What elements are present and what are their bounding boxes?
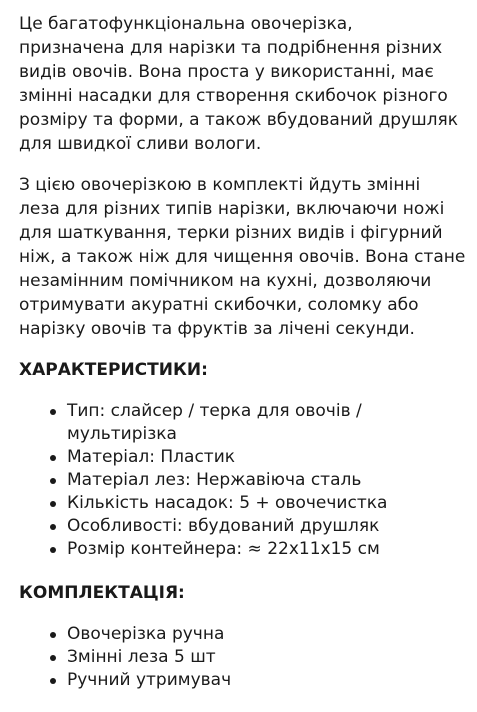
text-line: Овочерізка ручна <box>67 624 225 644</box>
kit-paragraph <box>19 173 469 341</box>
text-line: отримувати акуратні скибочки, соломку або <box>19 295 419 315</box>
text-line: Особливості: вбудований друшляк <box>67 516 380 536</box>
text-line: леза для різних типів нарізки, включаючи ножі <box>19 199 445 219</box>
intro-paragraph <box>19 12 469 156</box>
text-line: Це багатофункціональна овочерізка, <box>19 14 353 34</box>
text-line: Змінні леза 5 шт <box>67 647 216 667</box>
list-item <box>50 646 469 669</box>
text-line: змінні насадки для створення скибочок різного <box>19 86 448 106</box>
text-line: Розмір контейнера: ≈ 22x11x15 см <box>67 539 380 559</box>
text-line: незамінним помічником на кухні, дозволяючи <box>19 271 432 291</box>
text-line: ніж, а також ніж для чищення овочів. Вона стане <box>19 247 466 267</box>
product-description <box>19 12 469 712</box>
text-line: розміру та форми, а також вбудований друшляк <box>19 110 458 130</box>
text-line: Кількість насадок: 5 + овочечистка <box>67 493 388 513</box>
text-line: Матеріал: Пластик <box>67 447 236 467</box>
text-line: Матеріал лез: Нержавіюча сталь <box>67 470 362 490</box>
text-line: Ручний утримувач <box>67 670 232 690</box>
text-line: для шаткування, терки різних видів і фігурний <box>19 223 443 243</box>
list-item <box>50 669 469 692</box>
list-item <box>50 469 469 492</box>
kit-list <box>19 623 469 692</box>
text-line: Тип: слайсер / терка для овочів / <box>67 401 362 421</box>
characteristics-list <box>19 400 469 561</box>
characteristics-heading: ХАРАКТЕРИСТИКИ: <box>19 360 208 380</box>
list-item <box>50 400 469 446</box>
list-item <box>50 492 469 515</box>
list-item <box>50 538 469 561</box>
text-line: нарізку овочів та фруктів за лічені секунди. <box>19 319 415 339</box>
list-item <box>50 446 469 469</box>
list-item <box>50 515 469 538</box>
text-line: мультирізка <box>67 424 177 444</box>
text-line: призначена для нарізки та подрібнення різних <box>19 38 443 58</box>
kit-heading: КОМПЛЕКТАЦІЯ: <box>19 583 185 603</box>
text-line: видів овочів. Вона проста у використанні, має <box>19 62 434 82</box>
text-line: для швидкої сливи вологи. <box>19 134 262 154</box>
list-item <box>50 623 469 646</box>
text-line: З цією овочерізкою в комплекті йдуть змінні <box>19 175 421 195</box>
